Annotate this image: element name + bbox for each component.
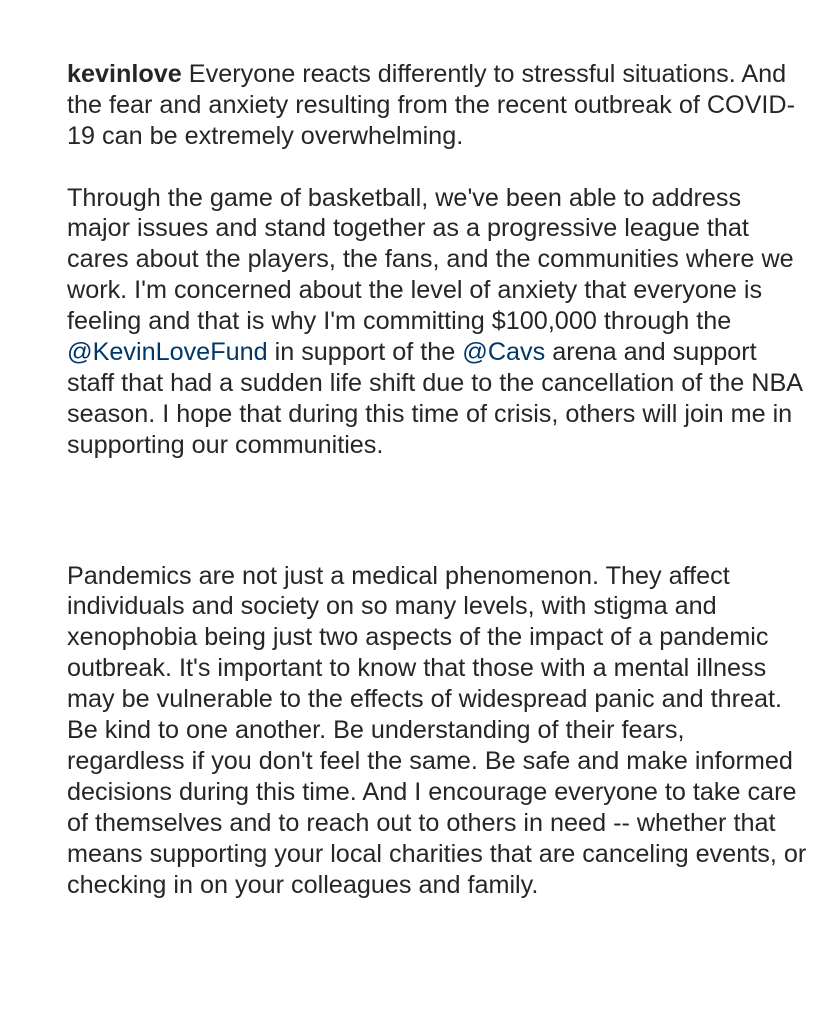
caption-text-2b: in support of the <box>267 338 463 367</box>
mention-cavs[interactable]: @Cavs <box>462 338 546 367</box>
caption-text-2c: arena and support staff that had a sudden life shift due to the cancellation of the NBA season. I hope that during this time of crisis, others will join me in supporting our communities. <box>67 338 802 459</box>
caption-paragraph-2 <box>67 183 807 461</box>
caption-text-2a: Through the game of basketball, we've been able to address major issues and stand together as a progressive league that cares about the players, the fans, and the communities where we work. I'm concerned about the level of anxiety that everyone is feeling and that is why I'm committing $100,000 through the <box>67 183 794 336</box>
paragraph-spacer <box>67 492 807 530</box>
caption-paragraph-1 <box>67 59 807 152</box>
mention-kevinlovefund[interactable]: @KevinLoveFund <box>67 338 268 367</box>
caption-text-3: Pandemics are not just a medical phenomenon. They affect individuals and society on so many levels, with stigma and xenophobia being just two aspects of the impact of a pandemic outbreak. It's important to know that those with a mental illness may be vulnerable to the effects of widespread panic and threat. Be kind to one another. Be understanding of their fears, regardless if you don't feel the same. Be safe and make informed decisions during this time. And I encourage everyone to take care of themselves and to reach out to others in need -- whether that means supporting your local charities that are canceling events, or checking in on your colleagues and family. <box>67 561 807 899</box>
username-link[interactable]: kevinlove <box>67 59 182 88</box>
caption-paragraph-3 <box>67 561 807 901</box>
post-caption <box>67 28 807 931</box>
caption-text-1: Everyone reacts differently to stressful situations. And the fear and anxiety resulting from the recent outbreak of COVID-19 can be extremely overwhelming. <box>67 59 796 150</box>
